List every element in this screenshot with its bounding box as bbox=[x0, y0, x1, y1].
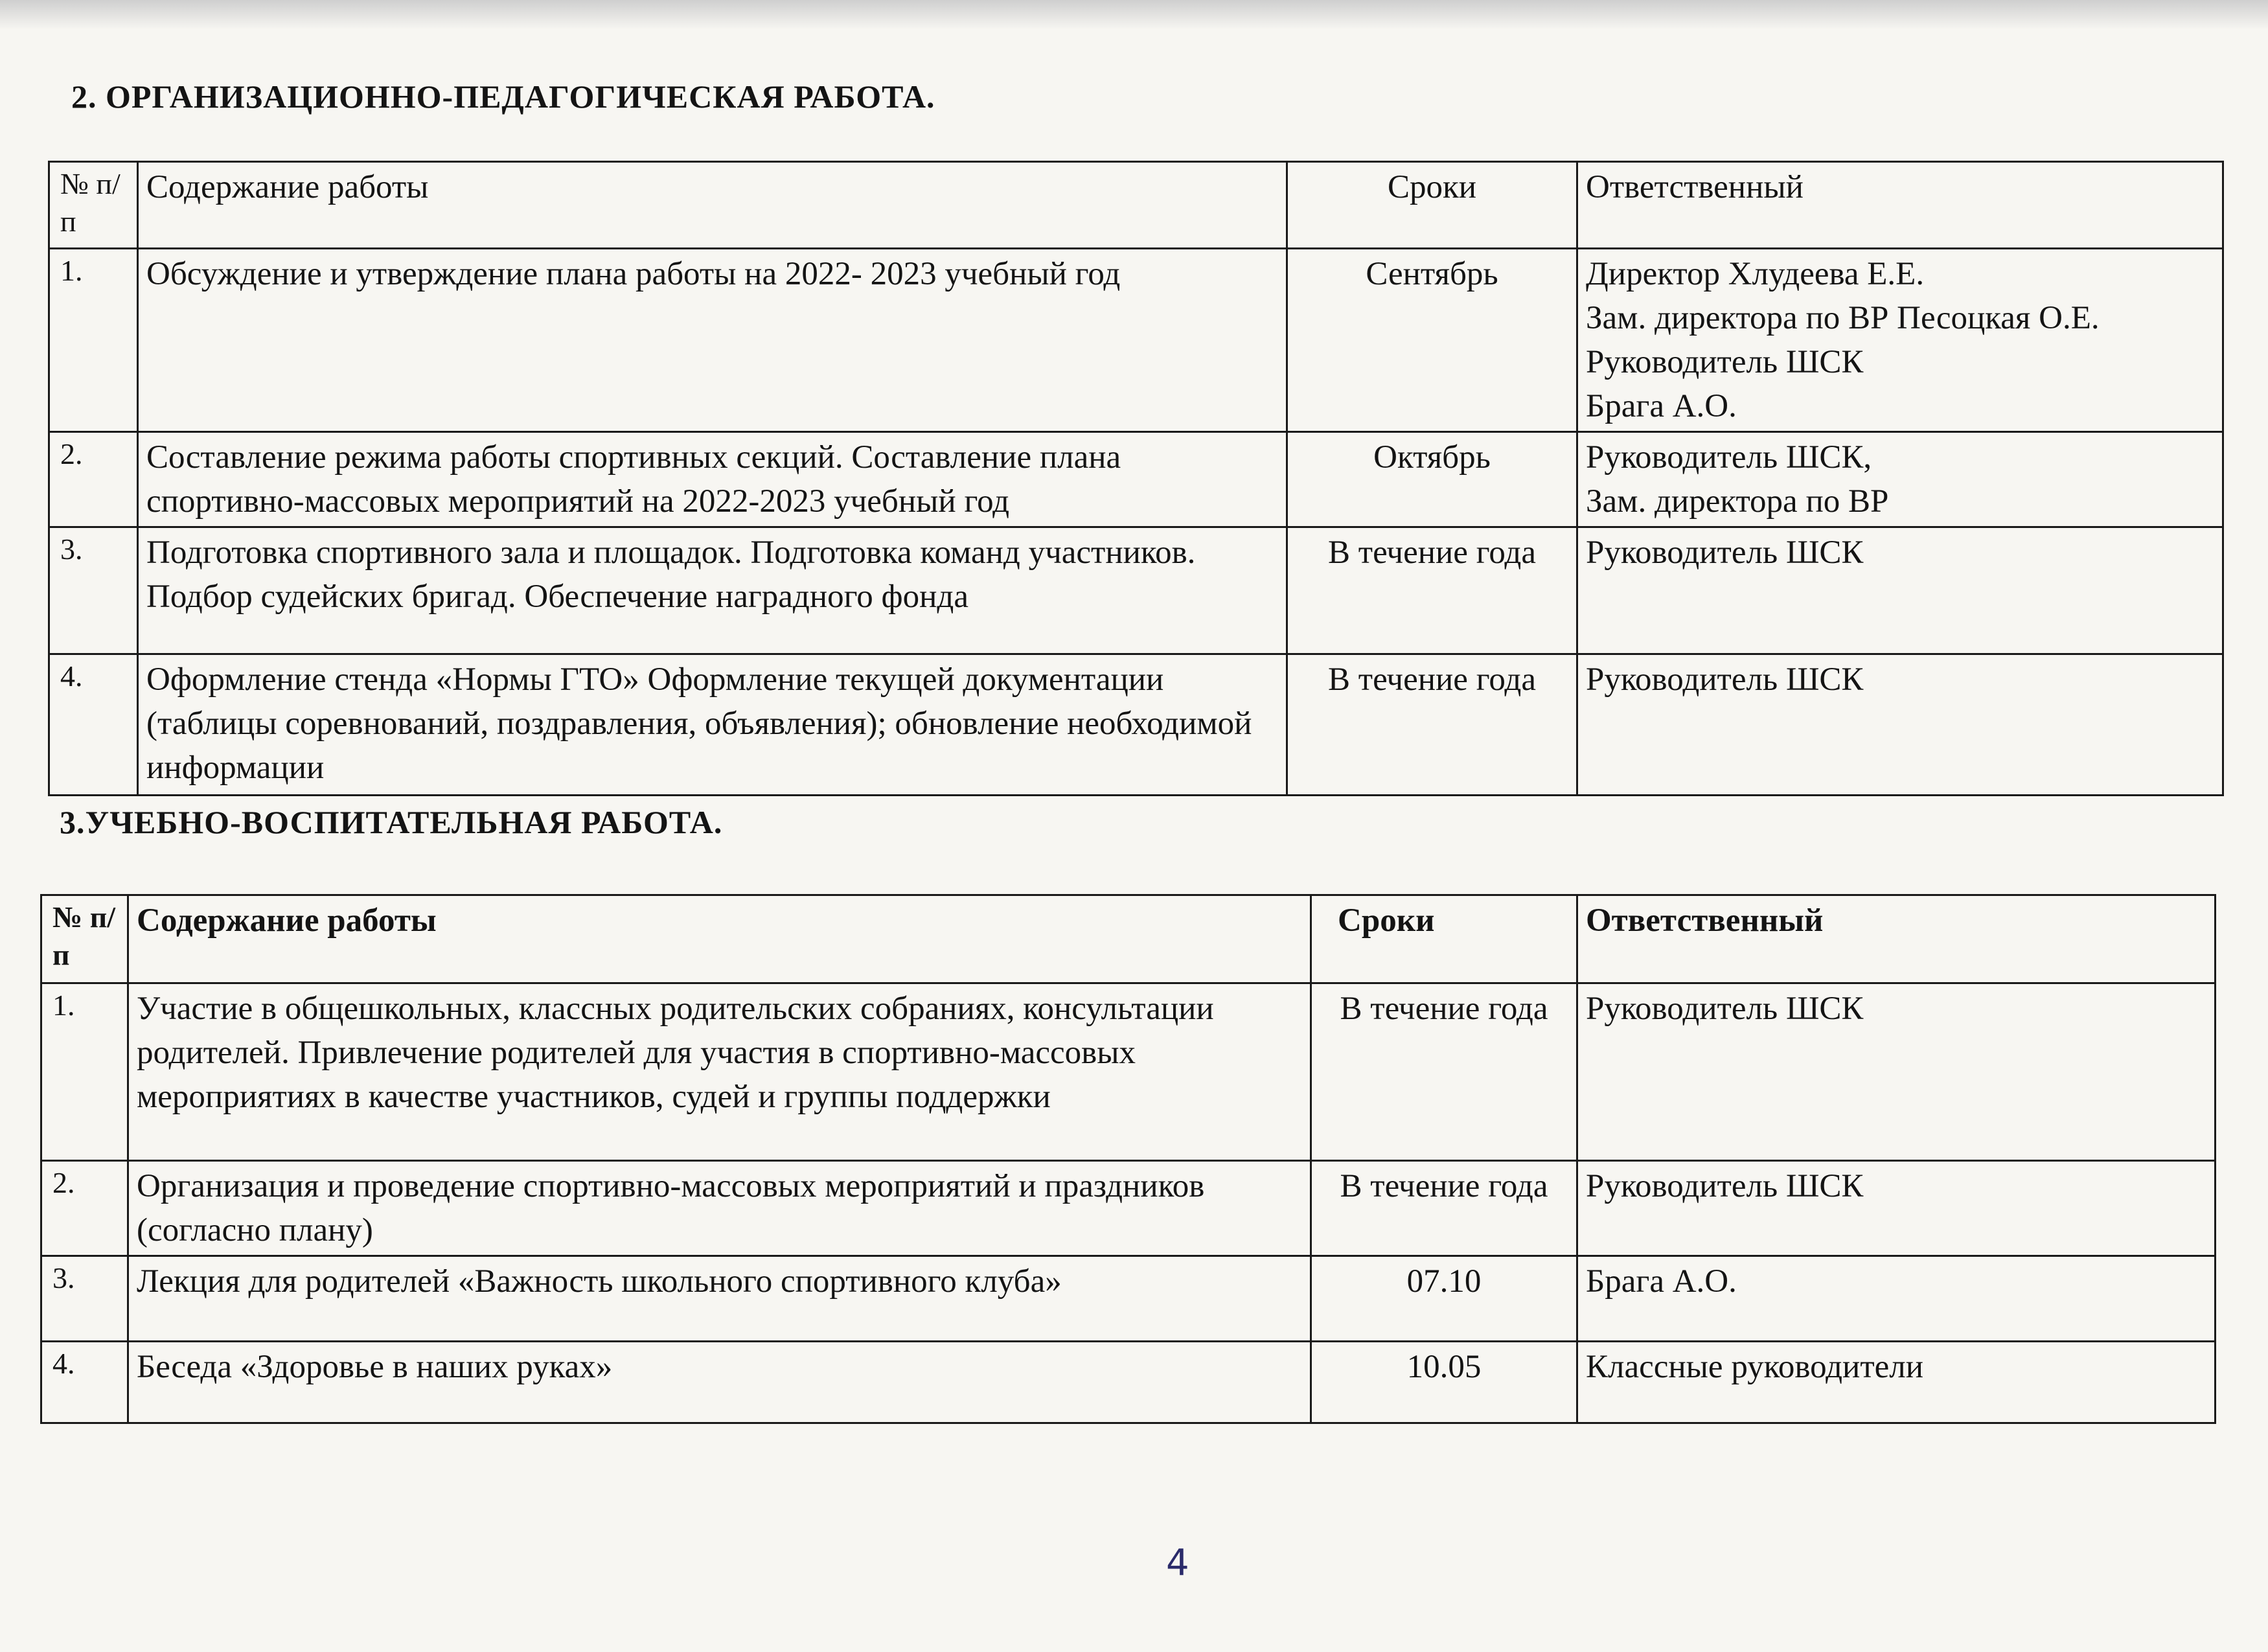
table-header-row bbox=[41, 895, 2216, 983]
responsible-line: Руководитель ШСК bbox=[1586, 534, 1864, 571]
row-dates: Сентябрь bbox=[1287, 249, 1577, 432]
header-responsible: Ответственный bbox=[1577, 162, 2223, 249]
row-dates: В течение года bbox=[1311, 983, 1577, 1161]
row-dates: 10.05 bbox=[1311, 1342, 1577, 1423]
row-dates: В течение года bbox=[1287, 527, 1577, 654]
responsible-line: Руководитель ШСК bbox=[1586, 661, 1864, 698]
row-num: 2. bbox=[41, 1161, 128, 1256]
row-dates: В течение года bbox=[1311, 1161, 1577, 1256]
header-content: Содержание работы bbox=[138, 162, 1287, 249]
header-dates: Сроки bbox=[1287, 162, 1577, 249]
header-content: Содержание работы bbox=[128, 895, 1311, 983]
row-num: 1. bbox=[49, 249, 138, 432]
row-content: Лекция для родителей «Важность школьного спортивного клуба» bbox=[128, 1256, 1311, 1342]
responsible-line: Брага А.О. bbox=[1586, 1263, 1737, 1300]
table-row bbox=[49, 654, 2223, 796]
row-num: 3. bbox=[49, 527, 138, 654]
row-responsible bbox=[1577, 1161, 2216, 1256]
row-content: Обсуждение и утверждение плана работы на 2022- 2023 учебный год bbox=[138, 249, 1287, 432]
row-content: Составление режима работы спортивных секций. Составление плана спортивно-массовых мероприятий на 2022-2023 учебный год bbox=[138, 432, 1287, 527]
row-content: Подготовка спортивного зала и площадок. Подготовка команд участников. Подбор судейских бригад. Обеспечение наградного фонда bbox=[138, 527, 1287, 654]
table-row bbox=[41, 1342, 2216, 1423]
row-content: Организация и проведение спортивно-массовых мероприятий и праздников (согласно плану) bbox=[128, 1161, 1311, 1256]
responsible-line: Классные руководители bbox=[1586, 1349, 1924, 1385]
header-dates: Сроки bbox=[1311, 895, 1577, 983]
header-num: № п/п bbox=[49, 162, 138, 249]
row-responsible bbox=[1577, 1256, 2216, 1342]
page-number: 4 bbox=[1166, 1542, 1189, 1584]
row-responsible bbox=[1577, 249, 2223, 432]
responsible-line: Руководитель ШСК bbox=[1586, 344, 1864, 380]
table-row bbox=[41, 1256, 2216, 1342]
row-num: 4. bbox=[41, 1342, 128, 1423]
responsible-line: Руководитель ШСК bbox=[1586, 1168, 1864, 1204]
table-row bbox=[49, 527, 2223, 654]
table-row bbox=[49, 432, 2223, 527]
responsible-line: Руководитель ШСК bbox=[1586, 991, 1864, 1027]
row-responsible bbox=[1577, 654, 2223, 796]
table-row bbox=[41, 983, 2216, 1161]
row-responsible bbox=[1577, 1342, 2216, 1423]
responsible-line: Руководитель ШСК, bbox=[1586, 439, 1872, 476]
responsible-line: Директор Хлудеева Е.Е. bbox=[1586, 256, 1925, 292]
section-2-title: 2. ОРГАНИЗАЦИОННО-ПЕДАГОГИЧЕСКАЯ РАБОТА. bbox=[71, 78, 935, 115]
row-num: 2. bbox=[49, 432, 138, 527]
row-responsible bbox=[1577, 983, 2216, 1161]
header-responsible: Ответственный bbox=[1577, 895, 2216, 983]
row-content: Беседа «Здоровье в наших руках» bbox=[128, 1342, 1311, 1423]
row-dates: В течение года bbox=[1287, 654, 1577, 796]
row-num: 3. bbox=[41, 1256, 128, 1342]
row-responsible bbox=[1577, 432, 2223, 527]
responsible-line: Зам. директора по ВР bbox=[1586, 483, 1889, 520]
responsible-line: Брага А.О. bbox=[1586, 388, 1737, 424]
row-num: 4. bbox=[49, 654, 138, 796]
table-row bbox=[41, 1161, 2216, 1256]
row-content: Участие в общешкольных, классных родительских собраниях, консультации родителей. Привлечение родителей для участия в спортивно-массовых мероприятиях в качестве участников, судей и группы поддержки bbox=[128, 983, 1311, 1161]
header-num: № п/п bbox=[41, 895, 128, 983]
table-header-row bbox=[49, 162, 2223, 249]
educational-work-table bbox=[40, 894, 2216, 1424]
scan-edge-shadow bbox=[0, 0, 2268, 30]
row-responsible bbox=[1577, 527, 2223, 654]
row-dates: 07.10 bbox=[1311, 1256, 1577, 1342]
row-content: Оформление стенда «Нормы ГТО» Оформление текущей документации (таблицы соревнований, поздравления, объявления); обновление необходимой информации bbox=[138, 654, 1287, 796]
organizational-work-table bbox=[48, 161, 2224, 796]
responsible-line: Зам. директора по ВР Песоцкая О.Е. bbox=[1586, 300, 2100, 336]
table-row bbox=[49, 249, 2223, 432]
row-num: 1. bbox=[41, 983, 128, 1161]
row-dates: Октябрь bbox=[1287, 432, 1577, 527]
section-3-title: 3.УЧЕБНО-ВОСПИТАТЕЛЬНАЯ РАБОТА. bbox=[60, 804, 723, 840]
